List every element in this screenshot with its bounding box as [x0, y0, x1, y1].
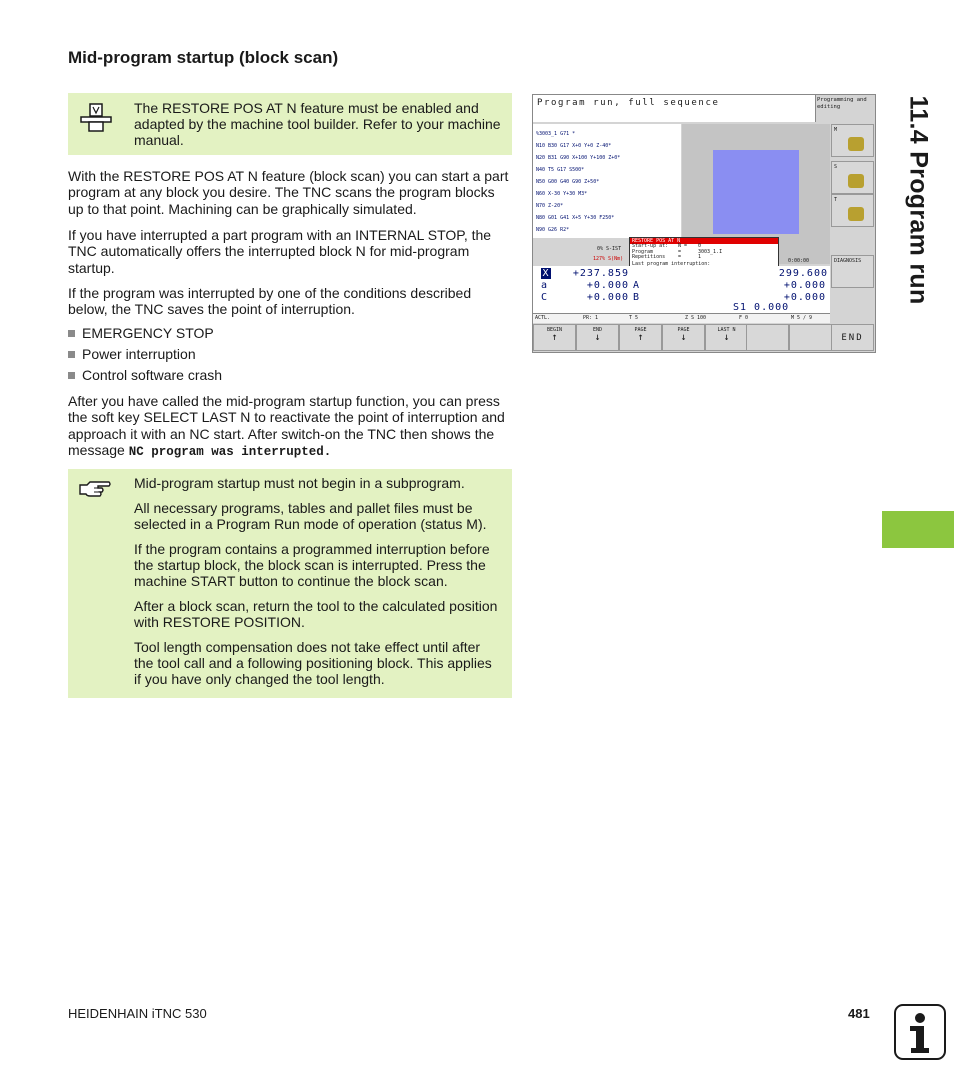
side-softkey-label: DIAGNOSIS	[834, 258, 862, 264]
program-line: N50 G00 G40 G90 Z+50*	[536, 179, 600, 185]
dialog-eq: =	[678, 248, 682, 255]
machine-icon	[80, 103, 112, 138]
paragraph: If the program was interrupted by one of the conditions described below, the TNC saves the point of interruption.	[68, 285, 472, 318]
nc-message: NC program was interrupted.	[128, 444, 332, 459]
axis-value: +237.859	[572, 268, 629, 279]
status-field: T 5	[629, 315, 639, 321]
softkey-page[interactable]	[662, 324, 705, 351]
dialog-label: Start-up at:	[632, 243, 669, 249]
axis-value: +0.000	[586, 292, 629, 303]
arrow-down-icon: ↓	[723, 332, 730, 343]
status-field: Z S 100	[685, 315, 707, 321]
workpiece-graphic	[713, 150, 799, 234]
dialog-eq: N =	[678, 243, 688, 249]
mode-indicator: Programming and editing	[817, 97, 867, 110]
arrow-down-icon: ↓	[594, 332, 601, 343]
hint-text: Tool length compensation does not take effect until after the tool call and a following positioning block. This applies if you have only changed the tool length.	[134, 639, 492, 687]
position-display	[533, 266, 830, 320]
spindle-display: S1 0.000	[733, 302, 790, 313]
axis-row	[541, 268, 629, 279]
footer-text: HEIDENHAIN iTNC 530	[68, 1006, 207, 1021]
bullet-icon	[68, 351, 75, 358]
axis-row	[541, 292, 629, 303]
pointing-hand-icon	[78, 478, 112, 505]
softkey-end[interactable]	[576, 324, 619, 351]
axis-row	[633, 292, 826, 303]
status-line-1: 0% S-IST	[597, 246, 622, 252]
softkey-last-n[interactable]	[705, 324, 748, 351]
info-icon	[894, 1004, 946, 1060]
tnc-screenshot	[532, 94, 876, 353]
axis-row	[773, 268, 828, 279]
section-title: Mid-program startup (block scan)	[68, 48, 339, 67]
softkey-label: LAST N	[717, 327, 736, 333]
arrow-up-icon: ↑	[637, 332, 644, 343]
axis-name: a	[541, 280, 549, 291]
hint-text: Mid-program startup must not begin in a subprogram.	[134, 475, 465, 491]
arrow-up-icon: ↑	[551, 332, 558, 343]
clock: 0:00:00	[788, 258, 810, 264]
program-line: %3003_1 G71 *	[536, 131, 576, 137]
dialog-label: Repetitions	[632, 254, 666, 260]
axis-row	[633, 280, 826, 291]
screen-header: Program run, full sequence	[533, 95, 816, 122]
dialog-eq: =	[678, 254, 682, 260]
hint-text: All necessary programs, tables and pallet files must be selected in a Program Run mode of operation (status M).	[134, 500, 487, 532]
axis-name: B	[633, 292, 641, 303]
side-softkey-label: S	[834, 164, 838, 170]
axis-value: 299.600	[778, 268, 828, 279]
dialog-value: 1	[698, 254, 702, 260]
softkey-page[interactable]	[619, 324, 662, 351]
program-line: N80 G01 G41 X+5 Y+30 F250*	[536, 215, 615, 221]
softkey-label: END	[592, 327, 603, 333]
program-line: N10 B30 G17 X+0 Y+0 Z-40*	[536, 143, 612, 149]
bullet-item: Control software crash	[68, 367, 222, 383]
chapter-tab: 11.4 Program run	[904, 95, 933, 305]
paragraph: After you have called the mid-program startup function, you can press the soft key SELECT LAST N to reactivate the point of interruption and approach it with an NC start. After switch-on the TNC then shows the message NC program was interrupted.	[68, 393, 505, 459]
side-softkey-end[interactable]	[831, 324, 874, 351]
status-field: F 0	[739, 315, 749, 321]
status-field: PR: 1	[583, 315, 599, 321]
hint-text: If the program contains a programmed interruption before the startup block, the block scan is interrupted. Press the machine START button to continue the block scan.	[134, 541, 490, 589]
side-softkey-m[interactable]	[831, 124, 874, 157]
axis-name: C	[541, 292, 549, 303]
side-softkey-t[interactable]	[831, 194, 874, 227]
side-softkey-label: END	[841, 333, 864, 343]
machine-tool-icon	[848, 207, 864, 221]
program-line: N40 T5 G17 S500*	[536, 167, 585, 173]
machine-note	[68, 93, 512, 155]
dialog-last-label: Last program interruption:	[632, 260, 711, 267]
paragraph: If you have interrupted a part program with an INTERNAL STOP, the TNC automatically offers the interrupted block N for mid-program startup.	[68, 227, 492, 276]
program-line: N60 X-30 Y+30 M3*	[536, 191, 588, 197]
bullet-icon	[68, 330, 75, 337]
status-field: ACTL.	[535, 315, 551, 321]
axis-row	[541, 280, 629, 291]
side-softkey-diagnosis[interactable]	[831, 255, 874, 288]
softkey-label: PAGE	[634, 327, 647, 333]
program-line: N70 Z-20*	[536, 203, 564, 209]
dialog-value: 0	[698, 243, 702, 249]
axis-name: X	[542, 268, 550, 279]
bullet-item: Power interruption	[68, 346, 196, 362]
axis-value: +0.000	[783, 280, 826, 291]
machine-tool-icon	[848, 137, 864, 151]
axis-value: +0.000	[586, 280, 629, 291]
program-listing	[533, 124, 681, 238]
side-softkey-label: T	[834, 197, 838, 203]
softkey-empty[interactable]	[746, 324, 789, 351]
side-softkey-label: M	[834, 127, 838, 133]
hint-note	[68, 469, 512, 698]
dialog-title: RESTORE POS AT N	[630, 238, 778, 244]
status-line-2: 127% S(Nm)	[593, 256, 624, 262]
paragraph: With the RESTORE POS AT N feature (block scan) you can start a part program at any block you desire. The TNC scans the program blocks up to that point. Machining can be graphically simulated.	[68, 168, 509, 217]
program-line: N20 B31 G90 X+100 Y+100 Z+0*	[536, 155, 621, 161]
softkey-label: PAGE	[677, 327, 690, 333]
status-bar	[533, 313, 830, 323]
status-field: M 5 / 9	[791, 315, 813, 321]
axis-name: A	[633, 280, 641, 291]
page-number: 481	[848, 1006, 870, 1021]
bullet-icon	[68, 372, 75, 379]
machine-tool-icon	[848, 174, 864, 188]
chapter-marker	[882, 511, 954, 548]
program-line: N90 G26 R2*	[536, 227, 570, 233]
hint-text: After a block scan, return the tool to the calculated position with RESTORE POSITION.	[134, 598, 498, 630]
dialog-label: Program	[632, 248, 654, 255]
side-softkey-s[interactable]	[831, 161, 874, 194]
note-text: The RESTORE POS AT N feature must be enabled and adapted by the machine tool builder. Refer to your machine manual.	[134, 100, 501, 148]
softkey-empty[interactable]	[789, 324, 832, 351]
softkey-begin[interactable]	[533, 324, 576, 351]
arrow-down-icon: ↓	[680, 332, 687, 343]
bullet-item: EMERGENCY STOP	[68, 325, 214, 341]
softkey-label: BEGIN	[546, 327, 563, 333]
axis-value: +0.000	[783, 292, 826, 303]
dialog-value: 3003_1.I	[698, 248, 723, 255]
